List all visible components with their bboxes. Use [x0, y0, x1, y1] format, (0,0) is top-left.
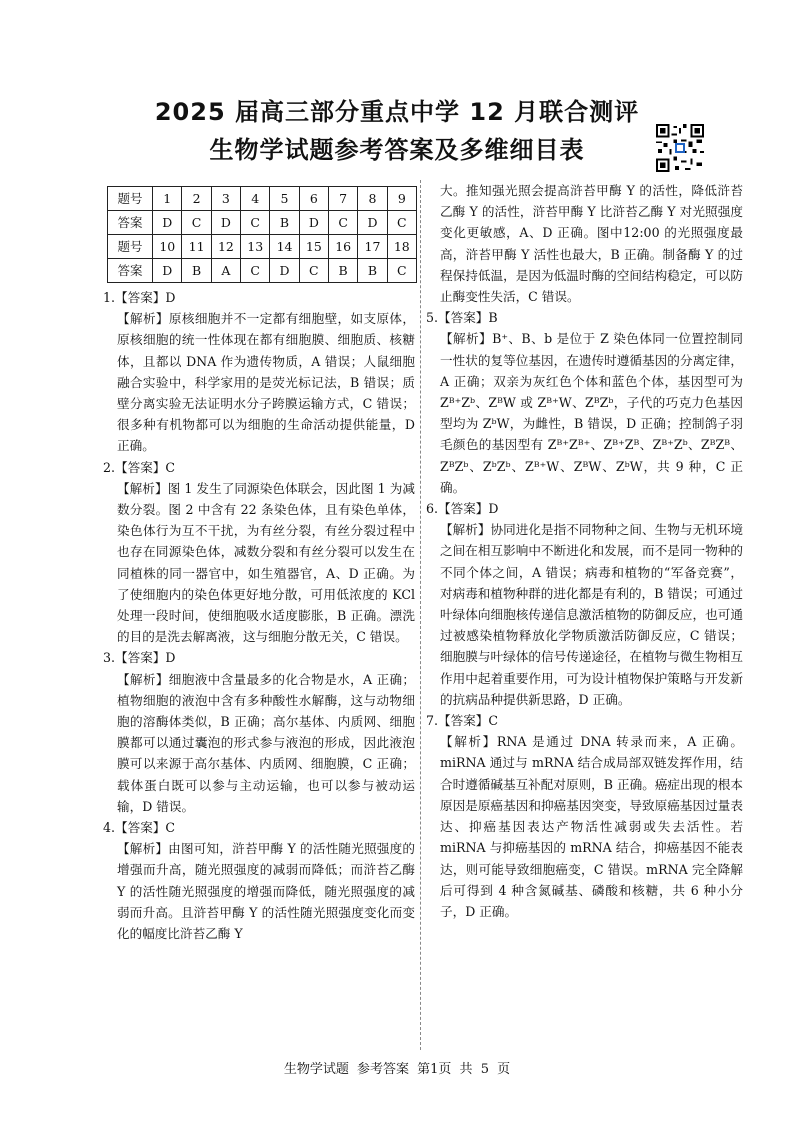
table-cell: A: [211, 259, 240, 283]
left-column: [103, 186, 415, 944]
explanation-paragraph: 【解析】图 1 发生了同源染色体联会，因此图 1 为减数分裂。图 2 中含有 22 条染色体，且有染色单体，染色体行为互不干扰，为有丝分裂，有丝分裂过程中也存在同源染色体，减数分裂和有丝分裂可以发生在同植株的同一器官中，如生殖器官，A、D 正确。为了使细胞内的染色体更好地分散，可用低浓度的 KCl 处理一段时间，使细胞吸水适度膨胀，B 正确。漂洗的目的是洗去解离液，这与细胞分散无关，C 错误。: [117, 480, 415, 645]
table-cell: C: [241, 211, 270, 235]
table-cell: 3: [211, 187, 240, 211]
table-cell: 17: [358, 235, 387, 259]
table-cell: 9: [387, 187, 416, 211]
answer-heading: 6.【答案】D: [426, 501, 499, 517]
table-cell: 8: [358, 187, 387, 211]
table-cell: 2: [182, 187, 211, 211]
answer-heading: 5.【答案】B: [426, 310, 498, 326]
table-cell: C: [241, 259, 270, 283]
row-label: 答案: [108, 211, 153, 235]
table-cell: D: [211, 211, 240, 235]
table-cell: C: [387, 211, 416, 235]
table-cell: D: [153, 259, 182, 283]
explanation-paragraph: 【解析】RNA 是通过 DNA 转录而来，A 正确。miRNA 通过与 mRNA 结合成局部双链发挥作用，结合时遵循碱基互补配对原则，B 正确。癌症出现的根本原因是原癌基因和抑癌基因突变，导致原癌基因过量表达、抑癌基因表达产物活性减弱或失去活性。若 miRNA 与抑癌基因的 mRNA 结合，抑癌基因不能表达，则可能导致细胞癌变，C 错误。mRNA 完全降解后可得到 4 种含氮碱基、磷酸和核糖，共 6 种小分子，D 正确。: [440, 734, 743, 919]
table-cell: 11: [182, 235, 211, 259]
table-cell: D: [153, 211, 182, 235]
table-cell: 6: [299, 187, 328, 211]
table-cell: C: [182, 211, 211, 235]
table-cell: 15: [299, 235, 328, 259]
table-cell: 10: [153, 235, 182, 259]
table-cell: 13: [241, 235, 270, 259]
table-cell: B: [328, 259, 357, 283]
table-cell: 7: [328, 187, 357, 211]
table-cell: 1: [153, 187, 182, 211]
row-label: 题号: [108, 235, 153, 259]
answer-heading: 7.【答案】C: [426, 713, 499, 729]
table-cell: B: [182, 259, 211, 283]
explanation-paragraph: 【解析】B⁺、B、b 是位于 Z 染色体同一位置控制同一性状的复等位基因，在遗传时遵循基因的分离定律，A 正确；双亲为灰红色个体和蓝色个体，基因型可为 Zᴮ⁺Zᵇ、ZᴮW 或 Zᴮ⁺W、ZᴮZᵇ，子代的巧克力色基因型均为 ZᵇW，为雌性，B 错误，D 正确；控制鸽子羽毛颜色的基因型有 Zᴮ⁺Zᴮ⁺、Zᴮ⁺Zᴮ、Zᴮ⁺Zᵇ、ZᴮZᴮ、ZᴮZᵇ、ZᵇZᵇ、Zᴮ⁺W、ZᴮW、ZᵇW，共 9 种，C 正确。: [440, 331, 743, 495]
answer-heading: 1.【答案】D: [103, 290, 176, 305]
row-label: 答案: [108, 259, 153, 283]
explanation-paragraph: 【解析】细胞液中含量最多的化合物是水，A 正确；植物细胞的液泡中含有多种酸性水解酶，这与动物细胞的溶酶体类似，B 正确；高尔基体、内质网、细胞膜都可以通过囊泡的形式参与液泡的形成，因此液泡膜可以来源于高尔基体、内质网、细胞膜，C 正确；载体蛋白既可以参与主动运输，也可以参与被动运输，D 错误。: [117, 671, 415, 814]
answer-table: [107, 186, 417, 283]
table-cell: C: [387, 259, 416, 283]
table-row: [108, 187, 417, 211]
table-cell: D: [358, 211, 387, 235]
table-cell: D: [299, 211, 328, 235]
table-cell: 16: [328, 235, 357, 259]
table-cell: 4: [241, 187, 270, 211]
table-cell: B: [270, 211, 299, 235]
qr-code-icon[interactable]: [656, 124, 704, 172]
table-cell: 14: [270, 235, 299, 259]
page-footer: 生物学试题 参考答案 第1页 共 5 页: [283, 1062, 511, 1077]
answer-heading: 2.【答案】C: [103, 459, 176, 475]
answer-heading: 3.【答案】D: [103, 650, 176, 666]
table-cell: 18: [387, 235, 416, 259]
page-subtitle: 生物学试题参考答案及多维细目表: [209, 136, 585, 164]
table-cell: D: [270, 259, 299, 283]
table-cell: 12: [211, 235, 240, 259]
table-cell: C: [299, 259, 328, 283]
table-row: [108, 211, 417, 235]
explanation-continuation: 大。推知强光照会提高浒苔甲酶 Y 的活性，降低浒苔乙酶 Y 的活性，浒苔甲酶 Y 比浒苔乙酶 Y 对光照强度变化更敏感，A、D 正确。图中12:00 的光照强度最高，浒苔甲酶 Y 活性也最大，B 正确。制备酶 Y 的过程保持低温，是因为低温时酶的空间结构稳定，可以防止酶变性失活，C 错误。: [440, 183, 743, 305]
table-row: [108, 235, 417, 259]
table-cell: 5: [270, 187, 299, 211]
right-column: [426, 180, 743, 922]
explanation-paragraph: 【解析】协同进化是指不同物种之间、生物与无机环境之间在相互影响中不断进化和发展，而不是同一物种的不同个体之间，A 错误；病毒和植物的“军备竞赛”，对病毒和植物种群的进化都是有利的，B 错误；可通过叶绿体向细胞核传递信息激活植物的防御反应，也可通过被感染植物释放化学物质激活防御反应，C 错误；细胞膜与叶绿体的信号传递途径，在植物与微生物相互作用中起着重要作用，可为设计植物保护策略与开发新的抗病品种提供新思路，D 正确。: [440, 522, 743, 707]
row-label: 题号: [108, 187, 153, 211]
explanation-paragraph: 【解析】由图可知，浒苔甲酶 Y 的活性随光照强度的增强而升高，随光照强度的减弱而降低；而浒苔乙酶 Y 的活性随光照强度的增强而降低，随光照强度的减弱而升高。且浒苔甲酶 Y 的活性随光照强度变化而变化的幅度比浒苔乙酶 Y: [117, 841, 415, 942]
table-cell: B: [358, 259, 387, 283]
page-title: 2025 届高三部分重点中学 12 月联合测评: [154, 98, 640, 126]
explanation-paragraph: 【解析】原核细胞并不一定都有细胞壁，如支原体，原核细胞的统一性体现在都有细胞膜、细胞质、核糖体，且都以 DNA 作为遗传物质，A 错误；人鼠细胞融合实验中，科学家用的是荧光标记法，B 错误；质壁分离实验无法证明水分子跨膜运输方式，C 错误；很多种有机物都可以为细胞的生命活动提供能量，D 正确。: [117, 311, 415, 454]
answer-heading: 4.【答案】C: [103, 820, 176, 836]
table-cell: C: [328, 211, 357, 235]
column-divider: [420, 180, 421, 1050]
table-row: [108, 259, 417, 283]
